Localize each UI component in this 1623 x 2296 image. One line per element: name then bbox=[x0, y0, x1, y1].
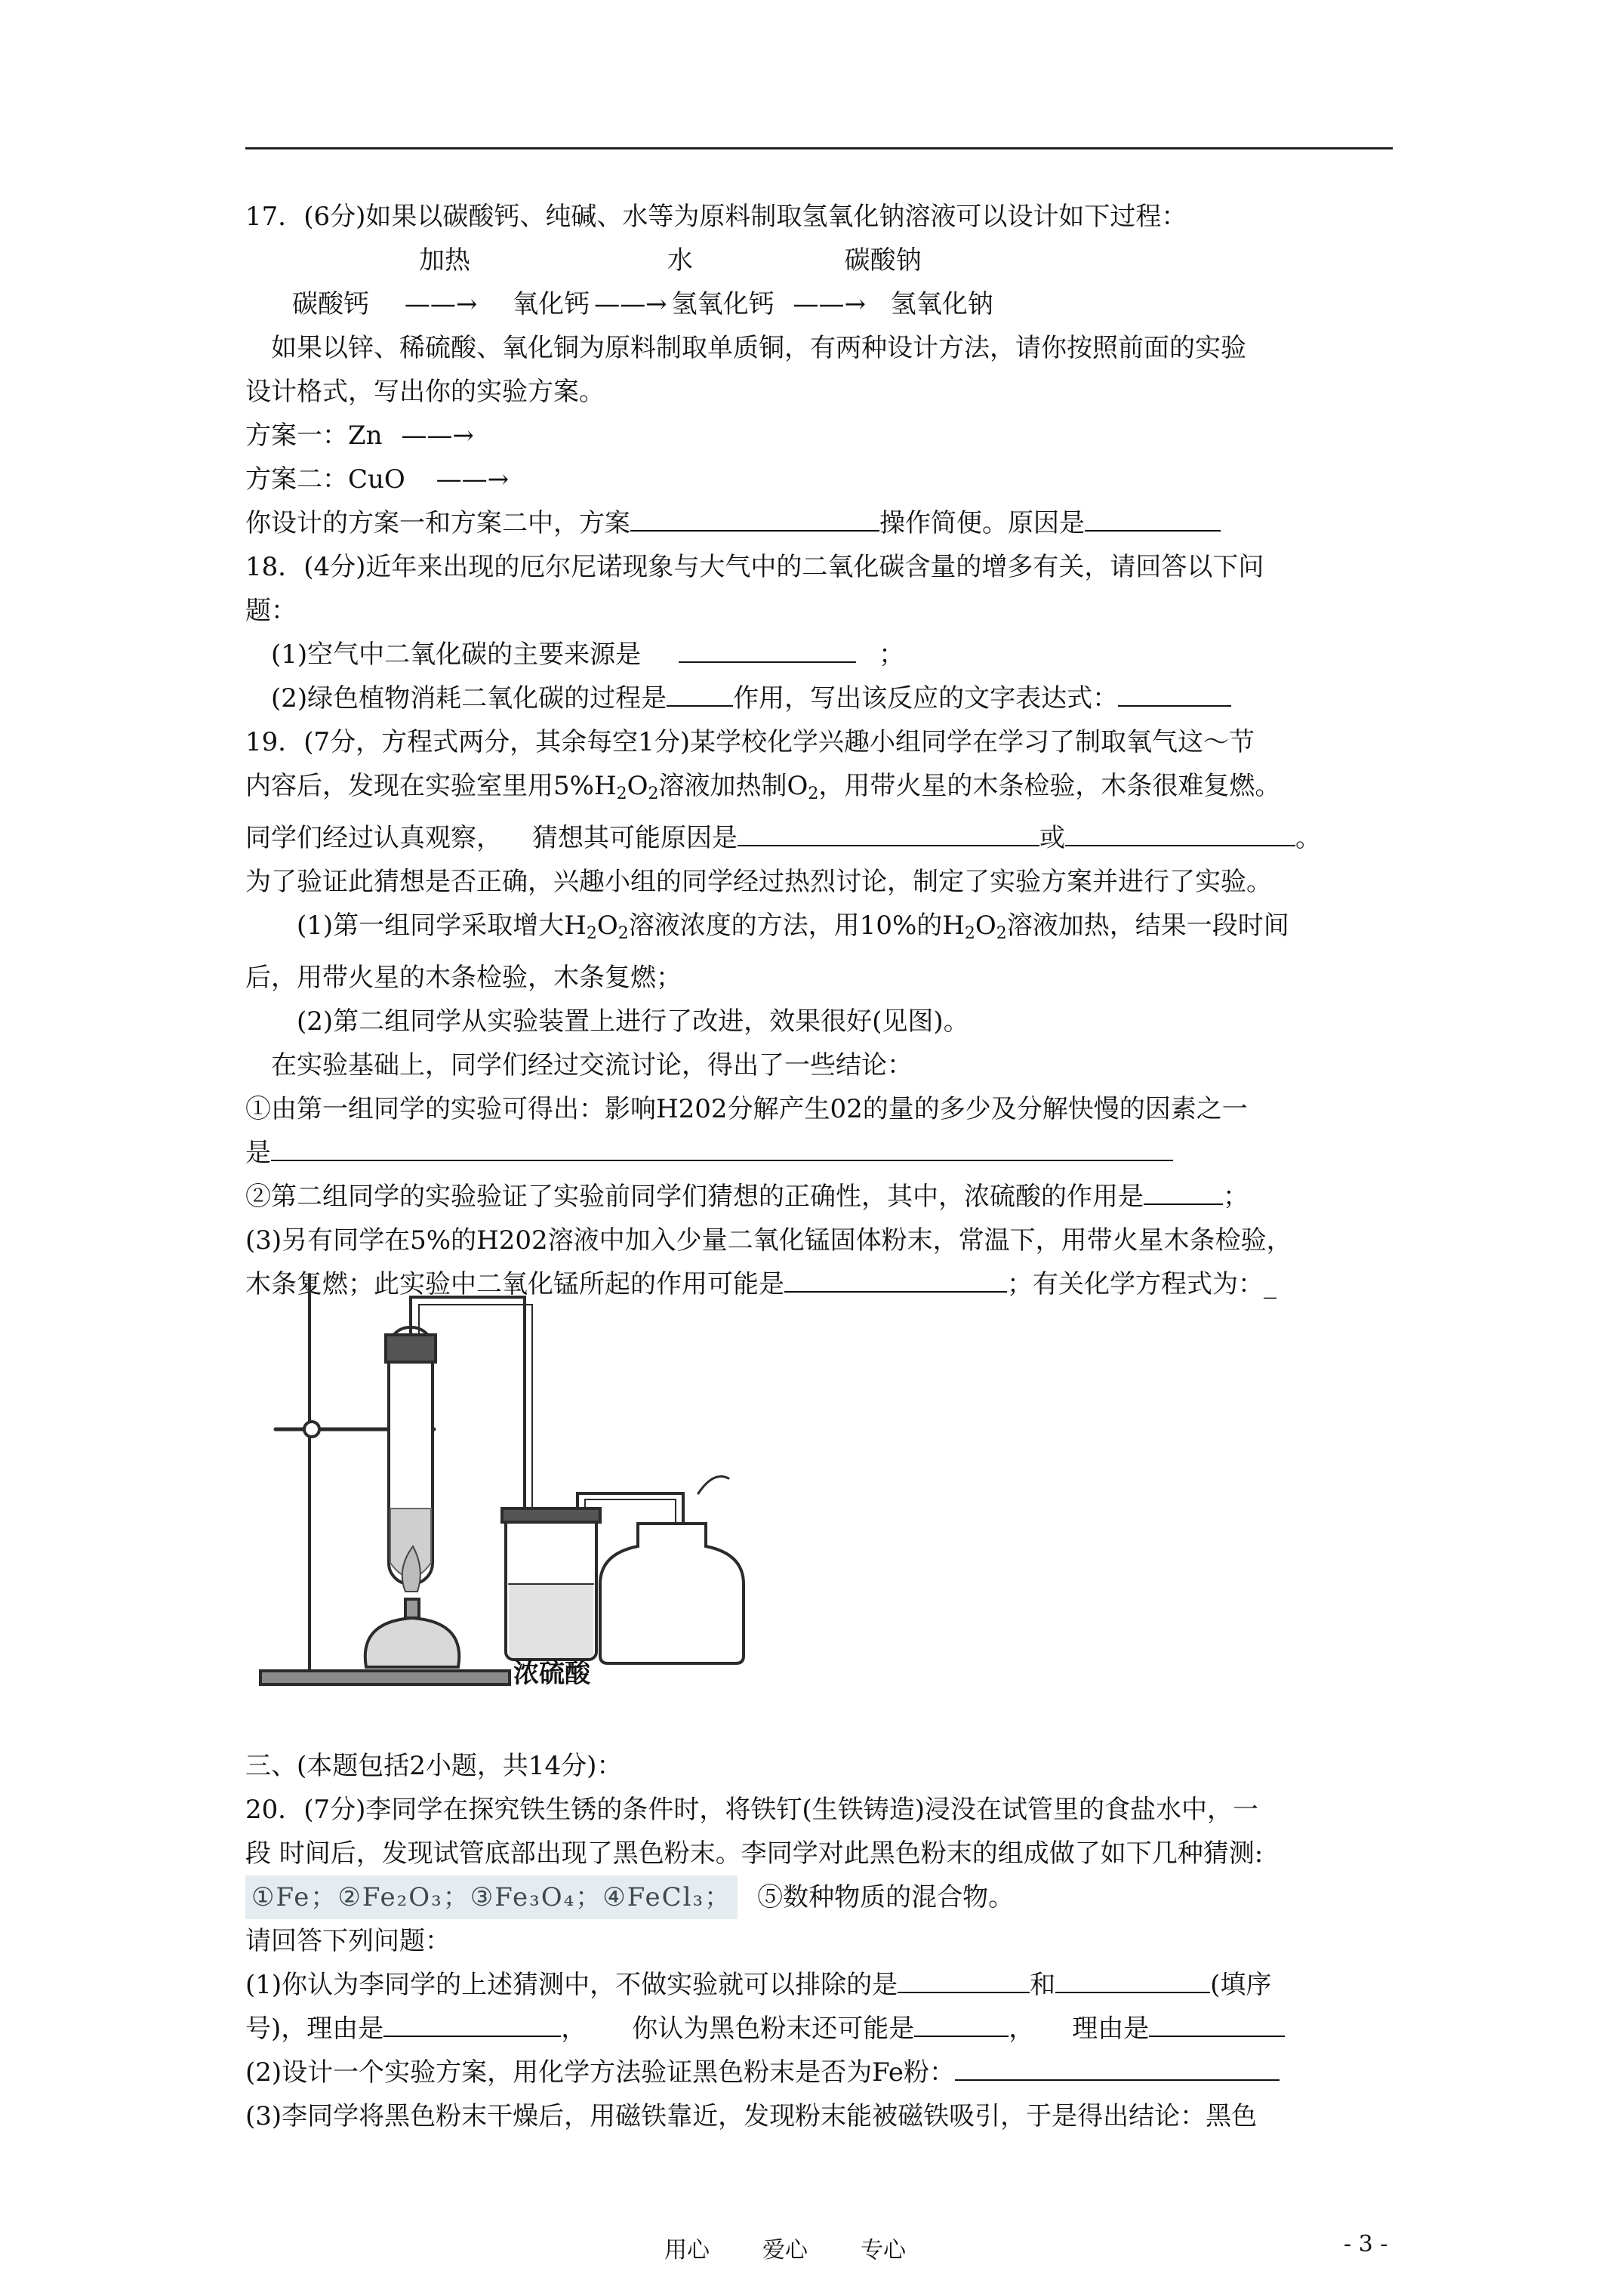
q17-intro: 17．(6分)如果以碳酸钙、纯碱、水等为原料制取氢氧化钠溶液可以设计如下过程： bbox=[245, 202, 1187, 232]
answer-blank[interactable] bbox=[630, 501, 879, 532]
q17-compare-reason: 操作简便。原因是 bbox=[879, 508, 1085, 538]
text: O bbox=[596, 911, 618, 941]
answer-blank[interactable] bbox=[1144, 1175, 1223, 1205]
footer-word-1: 用心 bbox=[664, 2237, 710, 2264]
answer-blank[interactable] bbox=[738, 816, 1039, 846]
footer-motto bbox=[664, 2231, 959, 2264]
q20-line2: 段 时间后，发现试管底部出现了黑色粉末。李同学对此黑色粉末的组成做了如下几种猜测: bbox=[245, 1838, 1264, 1869]
text: 溶液加热制O bbox=[658, 771, 808, 801]
q19-line8: 在实验基础上，同学们经过交流讨论，得出了一些结论： bbox=[271, 1050, 913, 1080]
q19-line7: (2)第二组同学从实验装置上进行了改进，效果很好(见图)。 bbox=[297, 1006, 969, 1037]
subscript: 2 bbox=[964, 924, 975, 943]
answer-blank[interactable] bbox=[898, 1963, 1030, 1993]
q17-substance-caco3: 碳酸钙 bbox=[292, 289, 369, 319]
q17-compare-text: 你设计的方案一和方案二中，方案 bbox=[245, 508, 630, 538]
text: ；有关化学方程式为： bbox=[1007, 1269, 1264, 1299]
answer-blank[interactable] bbox=[914, 2007, 1009, 2037]
text: 号)，理由是 bbox=[245, 2014, 384, 2044]
wooden-splint bbox=[698, 1477, 728, 1494]
footer-word-2: 爱心 bbox=[762, 2237, 808, 2264]
document-body bbox=[245, 195, 1393, 2138]
lamp-wick bbox=[405, 1599, 419, 1618]
text: 木条复燃；此实验中二氧化锰所起的作用可能是 bbox=[245, 1269, 784, 1299]
subscript: 2 bbox=[617, 924, 629, 943]
q20-line1: 20．(7分)李同学在探究铁生锈的条件时，将铁钉(生铁铸造)浸没在试管里的食盐水中，一 bbox=[245, 1795, 1258, 1825]
text: (2)设计一个实验方案，用化学方法验证黑色粉末是否为Fe粉： bbox=[245, 2057, 956, 2088]
q19-line2 bbox=[245, 764, 1393, 816]
text: 同学们经过认真观察， bbox=[245, 823, 502, 853]
q17-substance-naoh: 氢氧化钠 bbox=[890, 289, 993, 319]
text: 猜想其可能原因是 bbox=[532, 823, 738, 853]
q19-line4: 为了验证此猜想是否正确，兴趣小组的同学经过热烈讨论，制定了实验方案并进行了实验。 bbox=[245, 867, 1272, 897]
q17-task-line2: 设计格式，写出你的实验方案。 bbox=[245, 377, 605, 407]
text: 或 bbox=[1039, 823, 1065, 853]
section3-title: 三、(本题包括2小题，共14分)： bbox=[245, 1751, 623, 1781]
q18-intro-line1: 18．(4分)近年来出现的厄尔尼诺现象与大气中的二氧化碳含量的增多有关，请回答以下问 bbox=[245, 552, 1264, 582]
text: (1)第一组同学采取增大H bbox=[297, 911, 587, 941]
q17-cond-heat: 加热 bbox=[419, 245, 470, 276]
q19-line9: ①由第一组同学的实验可得出：影响H202分解产生02的量的多少及分解快慢的因素之一 bbox=[245, 1094, 1248, 1124]
q17-plan2 bbox=[245, 458, 1393, 501]
answer-blank[interactable] bbox=[271, 1131, 1173, 1161]
header-rule bbox=[245, 147, 1393, 149]
answer-blank[interactable] bbox=[679, 633, 856, 663]
answer-blank[interactable] bbox=[383, 2007, 561, 2037]
text: 你认为黑色粉末还可能是 bbox=[632, 2014, 915, 2044]
q17-plan2-label: 方案二：CuO bbox=[245, 464, 405, 495]
figure-label-acid: 浓硫酸 bbox=[513, 1659, 590, 1689]
q19-line6: 后，用带火星的木条检验，木条复燃； bbox=[245, 963, 682, 993]
answer-blank[interactable] bbox=[1085, 501, 1221, 532]
page-number: - 3 - bbox=[1344, 2231, 1388, 2257]
wash-bottle-stopper bbox=[502, 1509, 600, 1522]
q20-part2 bbox=[245, 2051, 1393, 2094]
text: 理由是 bbox=[1072, 2014, 1150, 2044]
answer-blank[interactable] bbox=[1055, 1963, 1210, 1993]
apparatus-figure bbox=[245, 1267, 774, 1690]
subscript: 2 bbox=[648, 784, 659, 803]
q20-part3: (3)李同学将黑色粉末干燥后，用磁铁靠近，发现粉末能被磁铁吸引，于是得出结论：黑色 bbox=[245, 2101, 1258, 2131]
q18-part2 bbox=[245, 676, 1393, 720]
q17-cond-water: 水 bbox=[667, 245, 693, 276]
text: _ bbox=[1264, 1269, 1277, 1299]
answer-blank[interactable] bbox=[1149, 2007, 1285, 2037]
q18-part1-text: (1)空气中二氧化碳的主要来源是 bbox=[271, 639, 642, 670]
q17-substance-cao: 氧化钙 bbox=[513, 289, 590, 319]
punct: ； bbox=[879, 639, 905, 670]
q19-line3 bbox=[245, 816, 1393, 860]
q20-part1-cont bbox=[245, 2007, 1393, 2051]
text: 是 bbox=[245, 1138, 271, 1168]
text: ，用带火星的木条检验，木条很难复燃。 bbox=[818, 771, 1281, 801]
arrow-icon: ——→ bbox=[793, 289, 866, 319]
arrow-icon: ——→ bbox=[401, 421, 474, 451]
q19-line10 bbox=[245, 1131, 1393, 1175]
text: 溶液浓度的方法，用10%的H bbox=[628, 911, 965, 941]
text: (填序 bbox=[1210, 1970, 1272, 2000]
punct: 。 bbox=[1295, 823, 1321, 853]
q18-part2-text-b: 作用，写出该反应的文字表达式： bbox=[733, 683, 1119, 713]
punct: ， bbox=[1009, 2014, 1035, 2044]
q17-substance-caoh2: 氢氧化钙 bbox=[671, 289, 775, 319]
q19-line5 bbox=[245, 904, 1393, 956]
answer-blank[interactable] bbox=[784, 1262, 1007, 1293]
q20-part1 bbox=[245, 1963, 1393, 2007]
alcohol-lamp bbox=[365, 1618, 459, 1667]
subscript: 2 bbox=[586, 924, 597, 943]
punct: ； bbox=[1223, 1182, 1249, 1212]
q20-ask: 请回答下列问题： bbox=[245, 1926, 451, 1956]
text: 溶液加热，结果一段时间 bbox=[1006, 911, 1289, 941]
q18-intro-line2: 题： bbox=[245, 596, 297, 626]
text: 和 bbox=[1030, 1970, 1056, 2000]
punct: ， bbox=[561, 2014, 587, 2044]
text: 内容后，发现在实验室里用5%H bbox=[245, 771, 617, 801]
q20-choices bbox=[245, 1875, 1393, 1919]
q19-line12: (3)另有同学在5%的H202溶液中加入少量二氧化锰固体粉末，常温下，用带火星木条检验， bbox=[245, 1225, 1292, 1256]
q17-cond-soda: 碳酸钠 bbox=[844, 245, 922, 276]
answer-blank[interactable] bbox=[1065, 816, 1295, 846]
tube-stopper bbox=[386, 1335, 436, 1362]
q17-plan1 bbox=[245, 414, 1393, 458]
text: (1)你认为李同学的上述猜测中，不做实验就可以排除的是 bbox=[245, 1970, 898, 2000]
subscript: 2 bbox=[996, 924, 1007, 943]
acid-liquid bbox=[509, 1584, 593, 1658]
footer-word-3: 专心 bbox=[861, 2237, 906, 2264]
q17-conditions bbox=[245, 239, 1393, 282]
q17-compare bbox=[245, 501, 1393, 545]
q19-line11 bbox=[245, 1175, 1393, 1219]
arrow-icon: ——→ bbox=[594, 289, 667, 319]
answer-blank[interactable] bbox=[955, 2051, 1280, 2081]
q19-line1: 19．(7分，方程式两分，其余每空1分)某学校化学兴趣小组同学在学习了制取氧气这～节 bbox=[245, 727, 1255, 757]
clamp-screw bbox=[304, 1422, 319, 1437]
q17-task-line1: 如果以锌、稀硫酸、氧化铜为原料制取单质铜，有两种设计方法，请你按照前面的实验 bbox=[271, 333, 1246, 363]
stand-base bbox=[260, 1671, 510, 1684]
arrow-icon: ——→ bbox=[436, 464, 510, 495]
text: O bbox=[975, 911, 996, 941]
text: O bbox=[627, 771, 648, 801]
q18-part1 bbox=[245, 633, 1393, 676]
collection-bottle bbox=[600, 1524, 744, 1663]
answer-blank[interactable] bbox=[1118, 676, 1231, 707]
text: ②第二组同学的实验验证了实验前同学们猜想的正确性，其中，浓硫酸的作用是 bbox=[245, 1182, 1144, 1212]
answer-blank[interactable] bbox=[667, 676, 733, 707]
q17-reaction-chain bbox=[245, 282, 1393, 326]
subscript: 2 bbox=[616, 784, 627, 803]
arrow-icon: ——→ bbox=[404, 289, 478, 319]
q20-choice5: ⑤数种物质的混合物。 bbox=[757, 1882, 1015, 1912]
q18-part2-text: (2)绿色植物消耗二氧化碳的过程是 bbox=[271, 683, 667, 713]
subscript: 2 bbox=[808, 784, 819, 803]
q17-plan1-label: 方案一：Zn bbox=[245, 421, 383, 451]
q20-choices-strip: ①Fe；②Fe₂O₃；③Fe₃O₄；④FeCl₃； bbox=[245, 1875, 738, 1919]
